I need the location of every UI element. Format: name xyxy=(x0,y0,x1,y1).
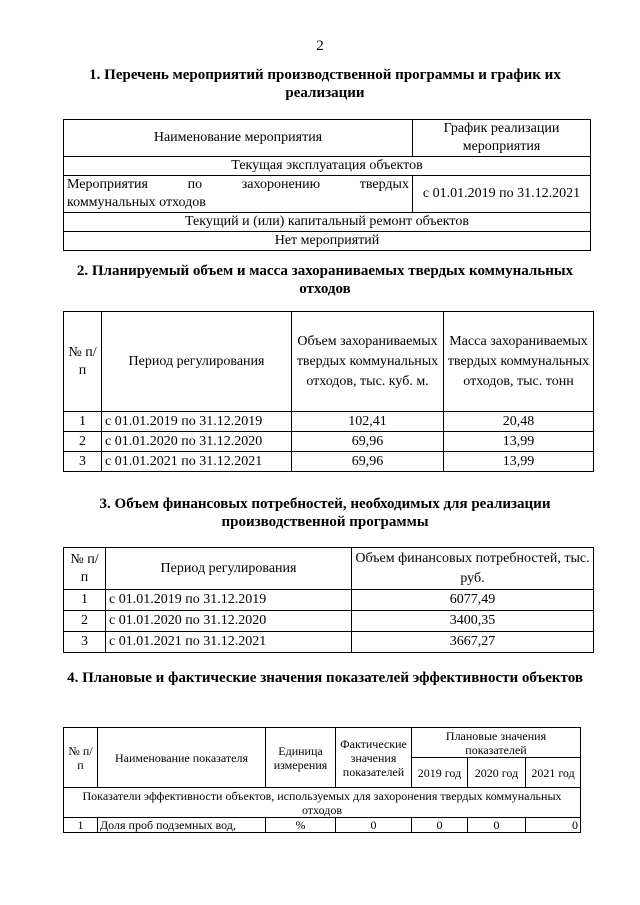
header-fact: Фактические значения показателей xyxy=(336,728,412,788)
row-amount: 3667,27 xyxy=(352,632,594,653)
row-indicator: Доля проб подземных вод, xyxy=(98,818,266,833)
table-row xyxy=(64,452,594,472)
row-2020: 0 xyxy=(468,818,526,833)
row-period: с 01.01.2021 по 31.12.2021 xyxy=(106,632,352,653)
word: по xyxy=(187,177,203,192)
waste-volume-table xyxy=(63,311,594,472)
header-activity-name: Наименование мероприятия xyxy=(64,120,413,157)
finance-table xyxy=(63,547,594,653)
no-activities: Нет мероприятий xyxy=(64,232,591,251)
row-2021: 0 xyxy=(526,818,581,833)
section4-title: 4. Плановые и фактические значения показателей эффективности объектов xyxy=(67,670,583,686)
row-period: с 01.01.2019 по 31.12.2019 xyxy=(102,412,292,432)
header-year-2019: 2019 год xyxy=(412,758,468,788)
row-num: 3 xyxy=(64,632,106,653)
header-volume: Объем захораниваемых твердых коммунальных отходов, тыс. куб. м. xyxy=(292,312,444,412)
row-num: 2 xyxy=(64,432,102,452)
row-num: 1 xyxy=(64,412,102,432)
row-period: с 01.01.2021 по 31.12.2021 xyxy=(102,452,292,472)
row-mass: 20,48 xyxy=(444,412,594,432)
table-row xyxy=(64,611,594,632)
word: захоронению xyxy=(241,177,321,192)
row-fact: 0 xyxy=(336,818,412,833)
word: Мероприятия xyxy=(67,177,148,192)
group-current-operation: Текущая эксплуатация объектов xyxy=(64,157,591,176)
efficiency-table xyxy=(63,727,581,833)
header-indicator: Наименование показателя xyxy=(98,728,266,788)
table-row xyxy=(64,632,594,653)
header-period: Период регулирования xyxy=(106,548,352,590)
activities-table xyxy=(63,119,591,251)
row-amount: 3400,35 xyxy=(352,611,594,632)
row-num: 2 xyxy=(64,611,106,632)
header-amount: Объем финансовых потребностей, тыс. руб. xyxy=(352,548,594,590)
header-unit: Единица измерения xyxy=(266,728,336,788)
row-amount: 6077,49 xyxy=(352,590,594,611)
activity-cell xyxy=(64,176,413,213)
activity-schedule: с 01.01.2019 по 31.12.2021 xyxy=(413,176,591,213)
header-schedule: График реализации мероприятия xyxy=(413,120,591,157)
row-num: 1 xyxy=(64,590,106,611)
table-row xyxy=(64,818,581,833)
header-num: № п/п xyxy=(64,548,106,590)
table-row xyxy=(64,432,594,452)
section2-title: 2. Планируемый объем и масса захораниваемых твердых коммунальных отходов xyxy=(76,263,574,297)
section3-title: 3. Объем финансовых потребностей, необходимых для реализации производственной программы xyxy=(99,496,551,530)
activity-line1 xyxy=(67,176,409,194)
row-mass: 13,99 xyxy=(444,432,594,452)
row-period: с 01.01.2020 по 31.12.2020 xyxy=(106,611,352,632)
table-row xyxy=(64,412,594,432)
page-number: 2 xyxy=(316,38,324,54)
row-volume: 69,96 xyxy=(292,432,444,452)
header-plan: Плановые значения показателей xyxy=(412,728,581,758)
header-period: Период регулирования xyxy=(102,312,292,412)
activity-line2: коммунальных отходов xyxy=(67,195,206,210)
header-mass: Масса захораниваемых твердых коммунальных отходов, тыс. тонн xyxy=(444,312,594,412)
row-num: 3 xyxy=(64,452,102,472)
row-volume: 69,96 xyxy=(292,452,444,472)
header-num: № п/п xyxy=(64,728,98,788)
section1-title: 1. Перечень мероприятий производственной программы и график их реализации xyxy=(89,67,561,101)
row-mass: 13,99 xyxy=(444,452,594,472)
header-year-2020: 2020 год xyxy=(468,758,526,788)
header-num: № п/п xyxy=(64,312,102,412)
word: твердых xyxy=(359,177,409,192)
row-period: с 01.01.2020 по 31.12.2020 xyxy=(102,432,292,452)
header-year-2021: 2021 год xyxy=(526,758,581,788)
table-row xyxy=(64,590,594,611)
row-unit: % xyxy=(266,818,336,833)
group-repair: Текущий и (или) капитальный ремонт объектов xyxy=(64,213,591,232)
row-num: 1 xyxy=(64,818,98,833)
row-volume: 102,41 xyxy=(292,412,444,432)
group-burial-objects: Показатели эффективности объектов, используемых для захоронения твердых коммунальных отходов xyxy=(64,788,581,818)
row-period: с 01.01.2019 по 31.12.2019 xyxy=(106,590,352,611)
row-2019: 0 xyxy=(412,818,468,833)
